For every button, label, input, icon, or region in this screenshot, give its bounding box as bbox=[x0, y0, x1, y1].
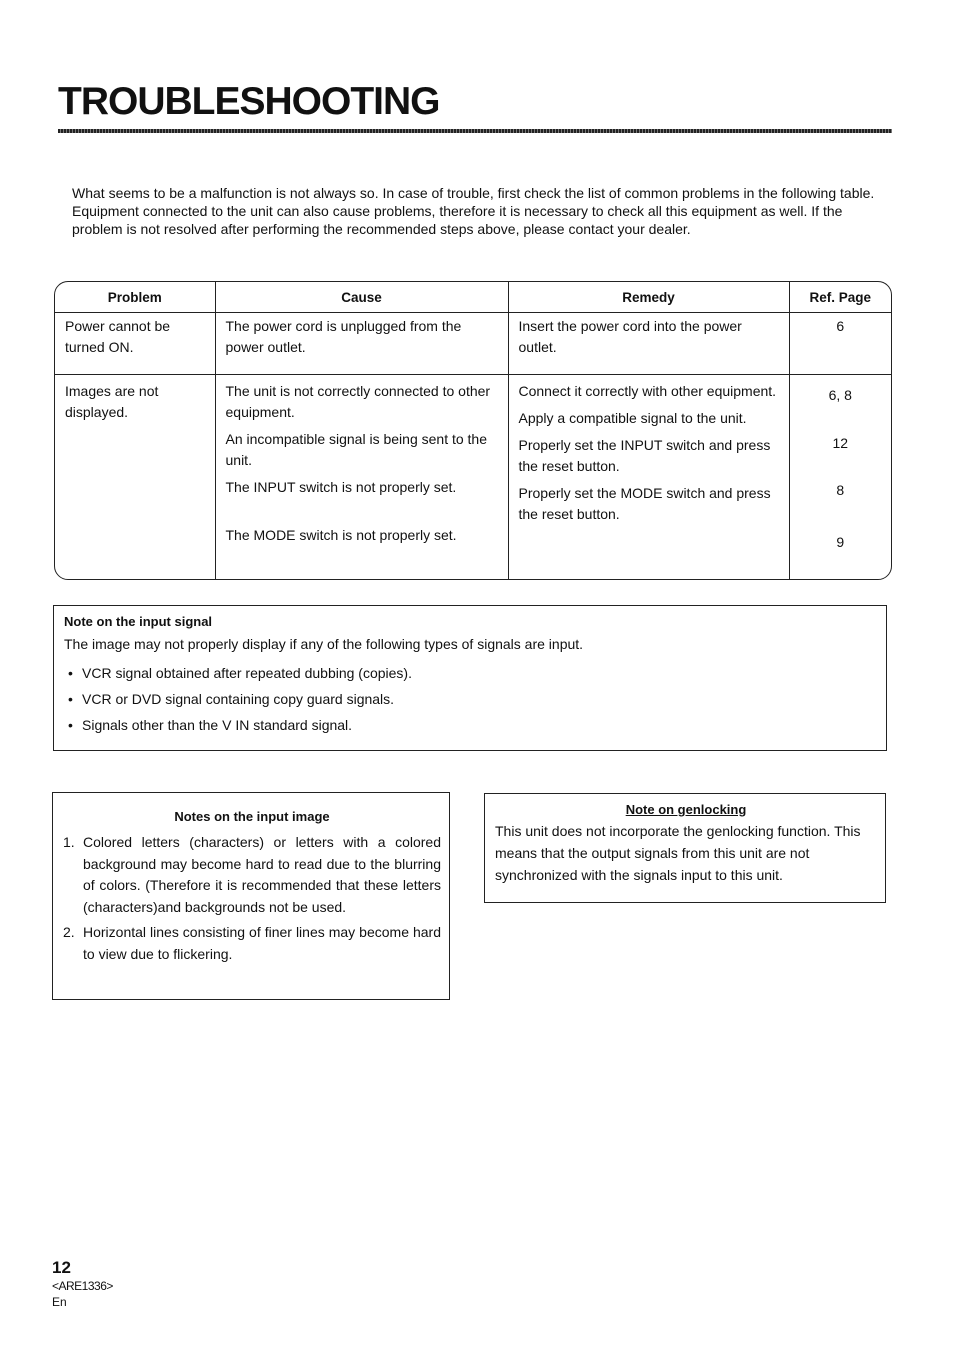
troubleshooting-table bbox=[54, 281, 892, 580]
document-code: <ARE1336> bbox=[52, 1279, 113, 1293]
list-item: • VCR signal obtained after repeated dubbing (copies). bbox=[64, 660, 876, 686]
note-genlocking-text: This unit does not incorporate the genlocking function. This means that the output signals from this unit are not synchronized with the signals input to this unit. bbox=[495, 823, 861, 883]
table-row bbox=[55, 375, 891, 580]
list-item-number: 1. bbox=[63, 834, 75, 850]
header-ref-page: Ref. Page bbox=[789, 282, 891, 313]
note-input-image bbox=[52, 792, 450, 1000]
cause-cell bbox=[215, 375, 508, 580]
table-row bbox=[55, 313, 891, 375]
page-number: 12 bbox=[52, 1258, 71, 1277]
ref-page-value: 8 bbox=[836, 482, 845, 498]
list-item-text: Colored letters (characters) or letters with a colored background may become hard to read due to the blurring of colors. (Therefore it is recommended that these letters (characters)and backgrounds not be used. bbox=[83, 834, 441, 915]
remedy-cell bbox=[508, 313, 789, 375]
ref-page-value: 6 bbox=[836, 318, 845, 334]
note-input-signal-list bbox=[64, 660, 876, 738]
cause-text: An incompatible signal is being sent to the unit. bbox=[225, 431, 487, 468]
title-rule bbox=[58, 129, 892, 133]
problem-cell: Images are not displayed. bbox=[55, 375, 215, 580]
ref-cell bbox=[789, 375, 891, 580]
ref-cell bbox=[789, 313, 891, 375]
note-genlocking-heading: Note on genlocking bbox=[625, 802, 747, 817]
ref-page-value: 6, 8 bbox=[828, 387, 852, 403]
remedy-text: Connect it correctly with other equipment. bbox=[518, 383, 777, 399]
list-item-text: Horizontal lines consisting of finer lines may become hard to view due to flickering. bbox=[83, 924, 441, 962]
header-cause: Cause bbox=[215, 282, 508, 313]
ref-page-value: 9 bbox=[836, 534, 845, 550]
remedy-text: Properly set the INPUT switch and press the reset button. bbox=[518, 437, 771, 474]
cause-text: The power cord is unplugged from the power outlet. bbox=[225, 318, 462, 355]
header-problem: Problem bbox=[55, 282, 215, 313]
ref-page-value: 12 bbox=[832, 435, 849, 451]
page-title: TROUBLESHOOTING bbox=[58, 80, 440, 123]
list-item: • Signals other than the V IN standard signal. bbox=[64, 712, 876, 738]
language-code: En bbox=[52, 1295, 67, 1309]
remedy-cell bbox=[508, 375, 789, 580]
list-item bbox=[63, 922, 441, 965]
note-input-image-list bbox=[63, 832, 441, 965]
cause-text: The INPUT switch is not properly set. bbox=[225, 479, 457, 495]
remedy-text: Apply a compatible signal to the unit. bbox=[518, 410, 747, 426]
note-input-signal-text: The image may not properly display if any of the following types of signals are input. bbox=[64, 636, 584, 652]
remedy-text: Properly set the MODE switch and press the reset button. bbox=[518, 485, 771, 522]
list-item: • VCR or DVD signal containing copy guard signals. bbox=[64, 686, 876, 712]
header-remedy: Remedy bbox=[508, 282, 789, 313]
note-input-signal bbox=[53, 605, 887, 751]
list-item bbox=[63, 832, 441, 918]
cause-text: The MODE switch is not properly set. bbox=[225, 527, 457, 543]
note-input-signal-heading: Note on the input signal bbox=[64, 614, 213, 629]
list-item-number: 2. bbox=[63, 924, 75, 940]
intro-paragraph: What seems to be a malfunction is not always so. In case of trouble, first check the list of common problems in the following table. Equipment connected to the unit can also cause problems, therefore it is necessary to check all this equipment as well. If the problem is not resolved after performing the recommended steps above, please contact your dealer. bbox=[72, 185, 875, 237]
cause-cell bbox=[215, 313, 508, 375]
note-genlocking bbox=[484, 793, 886, 903]
note-input-image-heading: Notes on the input image bbox=[174, 809, 330, 824]
cause-text: The unit is not correctly connected to other equipment. bbox=[225, 383, 491, 420]
remedy-text: Insert the power cord into the power outlet. bbox=[518, 318, 742, 355]
problem-cell: Power cannot be turned ON. bbox=[55, 313, 215, 375]
